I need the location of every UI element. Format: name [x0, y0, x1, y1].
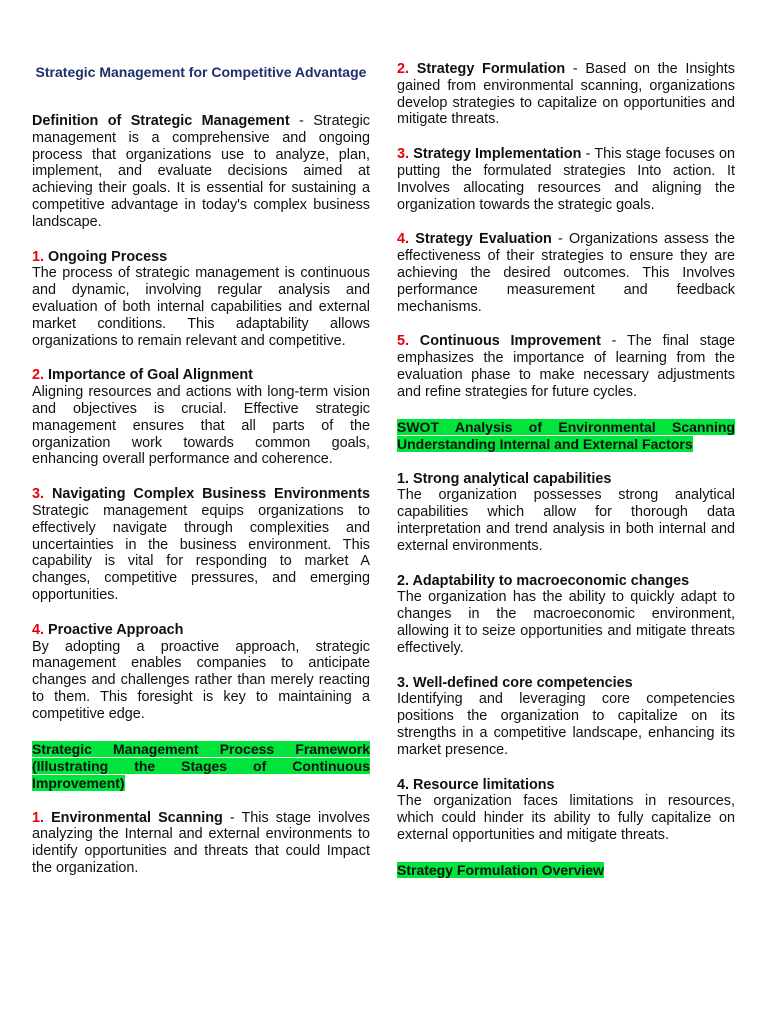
point-paragraph — [32, 486, 370, 604]
stage-text: - The final stage emphasizes the importance of learning from the evaluation phase to make necessary adjustments and refine strategies for future cycles. — [397, 333, 735, 400]
stage-environmental-scanning — [32, 810, 370, 877]
point-title: Importance of Goal Alignment — [44, 367, 253, 384]
point-title: Proactive Approach — [44, 621, 184, 638]
swot-item-analytical — [397, 471, 735, 555]
point-title: Navigating Complex Business Environments — [44, 486, 370, 503]
swot-item-adaptability — [397, 573, 735, 657]
point-number: 3. — [32, 486, 45, 503]
stage-name: Strategy Implementation — [409, 146, 582, 163]
swot-item-heading: 4. Resource limitations — [397, 776, 555, 793]
stage-continuous-improvement — [397, 333, 735, 400]
left-column — [32, 0, 370, 877]
swot-item-resources — [397, 777, 735, 844]
point-heading — [32, 622, 370, 639]
stage-number: 1. — [32, 809, 45, 826]
swot-heading-text: SWOT Analysis of Environmental Scanning Understanding Internal and External Factors — [397, 418, 735, 452]
point-goal-alignment — [32, 367, 370, 468]
point-text: By adopting a proactive approach, strategic management enables companies to anticipate changes and challenges rather than merely reacting to them. This foresight is key to maintaining a competitive edge. — [32, 638, 370, 722]
point-text: Aligning resources and actions with long-term vision and objectives is crucial. Effective strategic management ensures that all parts of the organization work towards common goals, enhancing overall performance and coherence. — [32, 384, 370, 468]
point-number: 4. — [32, 621, 45, 638]
swot-item-text: Identifying and leveraging core competencies positions the organization to capitalize on its strengths in a competitive landscape, enhancing its market presence. — [397, 691, 735, 758]
right-column — [397, 0, 735, 879]
point-number: 1. — [32, 248, 45, 265]
swot-item-competencies — [397, 675, 735, 759]
stage-number: 5. — [397, 333, 410, 350]
stage-number: 4. — [397, 231, 410, 248]
point-heading — [32, 249, 370, 266]
point-heading — [32, 367, 370, 384]
stage-name: Strategy Formulation — [409, 61, 566, 77]
definition-term: Definition of Strategic Management — [32, 113, 290, 129]
stage-name: Continuous Improvement — [409, 333, 601, 350]
stage-strategy-formulation — [397, 61, 735, 128]
stage-text: - This stage focuses on putting the formulated strategies Into action. It Involves allocating resources and aligning the organization towards the strategic goals. — [397, 146, 736, 213]
framework-heading-text: Strategic Management Process Framework (Illustrating the Stages of Continuous Improvement) — [32, 740, 370, 791]
overview-heading-text: Strategy Formulation Overview — [397, 861, 604, 878]
stage-number: 2. — [397, 61, 410, 77]
point-text: The process of strategic management is continuous and dynamic, involving regular analysis and evaluation of both internal capabilities and external market conditions. This adaptability allows organizations to remain relevant and competitive. — [32, 265, 370, 349]
point-ongoing-process — [32, 249, 370, 350]
definition-text: - Strategic management is a comprehensive and ongoing process that organizations use to analyze, plan, implement, and evaluate decisions aimed at achieving their goals. It is essential for sustaining a competitive advantage in today's complex business landscape. — [32, 113, 370, 230]
framework-heading — [32, 741, 370, 792]
swot-item-heading: 1. Strong analytical capabilities — [397, 470, 612, 487]
swot-item-text: The organization faces limitations in resources, which could hinder its ability to fully capitalize on external opportunities and mitigate threats. — [397, 793, 735, 843]
swot-item-text: The organization has the ability to quickly adapt to changes in the macroeconomic environment, allowing it to seize opportunities and mitigate threats effectively. — [397, 589, 735, 656]
swot-item-heading: 2. Adaptability to macroeconomic changes — [397, 572, 690, 589]
point-navigating-environments — [32, 486, 370, 604]
stage-text: - Organizations assess the effectiveness of their strategies to ensure they are achieving the desired outcomes. This Involves performance measurement and feedback mechanisms. — [397, 231, 735, 315]
stage-strategy-evaluation — [397, 231, 735, 315]
stage-number: 3. — [397, 146, 410, 163]
swot-heading — [397, 419, 735, 453]
stage-text: - Based on the Insights gained from environmental scanning, organizations develop strategies to capitalize on opportunities and mitigate threats. — [397, 61, 735, 128]
stage-strategy-implementation — [397, 146, 735, 213]
stage-name: Environmental Scanning — [44, 809, 223, 826]
stage-text: - This stage involves analyzing the Internal and external environments to identify opportunities and threats that could Impact the organization. — [32, 809, 371, 876]
overview-heading — [397, 862, 735, 879]
definition-paragraph — [32, 113, 370, 231]
point-title: Ongoing Process — [44, 248, 168, 265]
swot-item-text: The organization possesses strong analytical capabilities which allow for thorough data interpretation and trend analysis in both internal and external environments. — [397, 487, 735, 554]
stage-name: Strategy Evaluation — [409, 231, 552, 248]
swot-item-heading: 3. Well-defined core competencies — [397, 674, 633, 691]
point-number: 2. — [32, 367, 45, 384]
point-text: Strategic management equips organizations to effectively navigate through complexities and uncertainties in the business environment. This capability is vital for responding to market A changes, competitive pressures, and emerging opportunities. — [32, 502, 370, 603]
point-proactive-approach — [32, 622, 370, 723]
page-title: Strategic Management for Competitive Advantage — [35, 64, 367, 80]
